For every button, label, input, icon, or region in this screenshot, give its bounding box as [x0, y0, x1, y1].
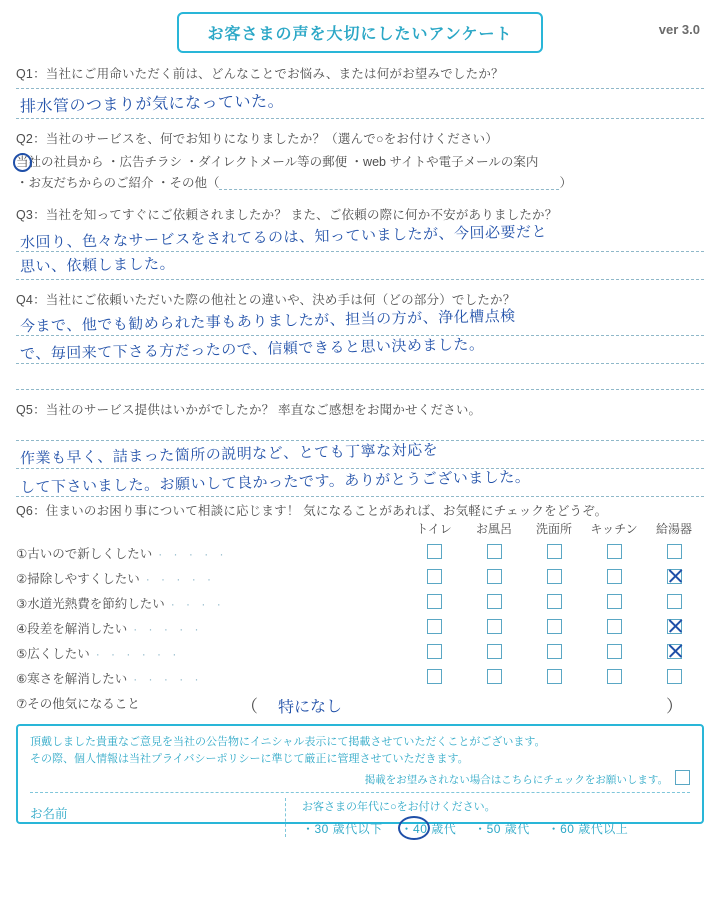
form-header — [16, 10, 704, 54]
checkbox[interactable] — [427, 669, 442, 684]
checkbox[interactable] — [427, 544, 442, 559]
checkbox[interactable] — [487, 644, 502, 659]
q2-selected-circle — [13, 153, 32, 172]
checkbox[interactable] — [427, 644, 442, 659]
checkbox[interactable] — [427, 619, 442, 634]
q4-answer-row-2[interactable] — [16, 336, 704, 364]
q6-cell[interactable] — [584, 540, 644, 565]
q6-row-7-paren-left: （ — [241, 697, 258, 717]
q4-label: Q4：当社にご依頼いただいた際の他社との違いや、決め手は何（どの部分）でしたか？ — [16, 292, 516, 307]
q6-table — [16, 519, 704, 690]
checkbox[interactable] — [547, 619, 562, 634]
table-row — [16, 565, 704, 590]
table-row — [16, 640, 704, 665]
q5-answer-line2: して下さいました。お願いして良かったです。ありがとうございました。 — [19, 467, 531, 497]
checkbox[interactable] — [487, 669, 502, 684]
checkbox[interactable] — [547, 594, 562, 609]
q6-cell[interactable] — [404, 590, 464, 615]
q6-row-2-text: ②掃除しやすくしたい — [16, 571, 140, 586]
age-option-under30[interactable]: ・30 歳代以下 — [302, 822, 383, 837]
q6-cell[interactable] — [404, 540, 464, 565]
q6-cell[interactable] — [464, 665, 524, 690]
q5-label: Q5：当社のサービス提供はいかがでしたか？ 率直なご感想をお聞かせください。 — [16, 402, 482, 417]
footer-bottom — [30, 798, 690, 837]
q6-cell[interactable] — [404, 640, 464, 665]
checkbox[interactable] — [607, 544, 622, 559]
q6-col-bath: お風呂 — [475, 522, 512, 537]
q6-row-7-label: ⑦その他気になること — [16, 697, 140, 712]
checkbox[interactable] — [607, 669, 622, 684]
q1-label: Q1：当社にご用命いただく前は、どんなことでお悩み、または何がお望みでしたか？ — [16, 67, 504, 81]
checkbox[interactable] — [547, 669, 562, 684]
q6-cell[interactable] — [644, 565, 704, 590]
divider — [16, 496, 704, 497]
q2-options-line2-text: ・お友だちからのご紹介 ・その他（ — [16, 176, 220, 191]
question-q1 — [16, 66, 704, 119]
q6-cell[interactable] — [524, 665, 584, 690]
name-field[interactable] — [30, 798, 286, 837]
q6-row-7[interactable] — [16, 692, 704, 716]
checkbox[interactable] — [487, 619, 502, 634]
checkbox[interactable] — [487, 594, 502, 609]
checkbox[interactable] — [607, 594, 622, 609]
q6-cell[interactable] — [524, 640, 584, 665]
footer-note-line2: その際、個人情報は当社プライバシーポリシーに準じて厳正に管理させていただきます。 — [30, 753, 469, 766]
q6-col-kitchen: キッチン — [590, 522, 638, 537]
checkbox[interactable] — [547, 644, 562, 659]
table-row — [16, 540, 704, 565]
q6-cell[interactable] — [644, 665, 704, 690]
checkbox[interactable] — [667, 594, 682, 609]
age-option-40s[interactable]: ・40 歳代 — [400, 822, 457, 837]
leader-dots: · · · · — [170, 596, 225, 611]
q6-cell[interactable] — [464, 565, 524, 590]
q6-row-4-text: ④段差を解消したい — [16, 621, 128, 636]
age-field[interactable] — [286, 798, 690, 837]
q6-row-3-text: ③水道光熱費を節約したい — [16, 596, 165, 611]
q6-col-toilet: トイレ — [416, 522, 452, 537]
optout-label: 掲載をお望みされない場合はこちらにチェックをお願いします。 — [364, 774, 669, 787]
question-q4 — [16, 292, 704, 390]
checkbox[interactable] — [607, 619, 622, 634]
q6-cell[interactable] — [644, 615, 704, 640]
q3-label: Q3：当社を知ってすぐにご依頼されましたか？ また、ご依頼の際に何か不安がありましたか？ — [16, 208, 558, 223]
checkbox[interactable] — [547, 569, 562, 584]
table-row — [16, 665, 704, 690]
table-row — [16, 615, 704, 640]
q6-row-5-label — [16, 640, 404, 665]
q2-label: Q2：当社のサービスを、何でお知りになりましたか？（選んで○をお付けください） — [16, 132, 499, 147]
q1-answer-area[interactable] — [16, 88, 704, 119]
q6-row-4-label — [16, 615, 404, 640]
divider — [16, 279, 704, 280]
q1-answer-row[interactable] — [16, 89, 704, 119]
table-row — [16, 590, 704, 615]
footer-box — [16, 724, 704, 837]
age-title: お客さまの年代に○をお付けください。 — [302, 801, 496, 814]
checkbox[interactable] — [607, 644, 622, 659]
q6-cell[interactable] — [584, 590, 644, 615]
checkbox[interactable] — [547, 544, 562, 559]
question-q3 — [16, 207, 704, 279]
q6-cell[interactable] — [584, 615, 644, 640]
checkbox-checked[interactable] — [667, 644, 682, 659]
q6-row-2-label — [16, 565, 404, 590]
q4-answer-line1: 今まで、他でも勧められた事もありましたが、担当の方が、浄化槽点検 — [19, 306, 516, 335]
q2-options-line2[interactable] — [16, 173, 704, 195]
checkbox[interactable] — [487, 544, 502, 559]
q6-cell[interactable] — [524, 540, 584, 565]
q5-answer-line1: 作業も早く、詰まった箇所の説明など、とても丁寧な対応を — [19, 440, 439, 468]
q6-cell[interactable] — [404, 615, 464, 640]
form-title: お客さまの声を大切にしたいアンケート — [177, 12, 542, 53]
q4-answer-row-1[interactable] — [16, 308, 704, 336]
checkbox[interactable] — [427, 594, 442, 609]
q5-answer-row-1[interactable] — [16, 441, 704, 469]
q6-row-3-label — [16, 590, 404, 615]
question-q5 — [16, 402, 704, 497]
q6-cell[interactable] — [464, 615, 524, 640]
leader-dots: · · · · · — [133, 621, 203, 636]
q6-col-washroom: 洗面所 — [535, 522, 572, 537]
q6-header-row — [16, 519, 704, 540]
q3-answer-line2: 思い、依頼しました。 — [19, 253, 176, 276]
q6-row-1-label — [16, 540, 404, 565]
divider — [30, 792, 690, 793]
q6-cell[interactable] — [464, 590, 524, 615]
q3-answer-row-1[interactable] — [16, 221, 704, 252]
q4-answer-area[interactable] — [16, 308, 704, 390]
q6-cell[interactable] — [584, 565, 644, 590]
divider — [16, 118, 704, 119]
q2-options-line1[interactable]: 当社の社員から ・広告チラシ ・ダイレクトメール等の郵便 ・web サイトや電子メールの案内 — [16, 154, 539, 169]
leader-dots: · · · · · — [133, 671, 203, 686]
checkbox[interactable] — [607, 569, 622, 584]
q4-answer-row-3[interactable] — [16, 364, 704, 390]
divider — [16, 389, 704, 390]
q6-cell[interactable] — [584, 640, 644, 665]
q6-cell[interactable] — [644, 590, 704, 615]
q6-col-waterheater: 給湯器 — [655, 522, 692, 537]
optout-checkbox[interactable] — [675, 770, 690, 785]
q5-answer-area[interactable] — [16, 440, 704, 497]
q6-cell[interactable] — [524, 565, 584, 590]
checkbox[interactable] — [427, 569, 442, 584]
optout-row[interactable] — [30, 770, 690, 787]
q6-row-7-paren-right: ） — [666, 697, 683, 717]
checkbox-checked[interactable] — [667, 619, 682, 634]
age-options[interactable] — [302, 820, 690, 837]
q6-cell[interactable] — [524, 615, 584, 640]
q4-answer-line2: で、毎回来て下さる方だったので、信頼できると思い決めました。 — [19, 334, 485, 363]
q6-row-6-text: ⑥寒さを解消したい — [16, 671, 128, 686]
q6-label: Q6：住まいのお困り事について相談に応じます！ 気になることがあれば、お気軽にチェックをどうぞ。 — [16, 504, 608, 518]
q6-row-5-text: ⑤広くしたい — [16, 646, 90, 661]
leader-dots: · · · · · — [145, 571, 216, 586]
q3-answer-row-2[interactable] — [16, 252, 704, 280]
q6-row-6-label — [16, 665, 404, 690]
q6-cell[interactable] — [584, 665, 644, 690]
checkbox[interactable] — [487, 569, 502, 584]
q6-cell[interactable] — [464, 540, 524, 565]
checkbox-checked[interactable] — [667, 569, 682, 584]
question-q6 — [16, 503, 704, 716]
checkbox[interactable] — [667, 669, 682, 684]
q2-options-close: ） — [559, 176, 572, 191]
q6-cell[interactable] — [404, 565, 464, 590]
checkbox[interactable] — [667, 544, 682, 559]
q3-answer-area[interactable] — [16, 221, 704, 280]
q6-header-blank — [16, 519, 404, 540]
q2-other-input[interactable] — [219, 189, 559, 190]
q6-row-7-answer: 特になし — [277, 698, 343, 717]
q6-cell[interactable] — [404, 665, 464, 690]
version-label: ver 3.0 — [658, 22, 700, 37]
q6-cell[interactable] — [524, 590, 584, 615]
q2-options[interactable] — [16, 152, 704, 196]
q5-answer-row-2[interactable] — [16, 469, 704, 497]
q3-answer-line1: 水回り、色々なサービスをされてるのは、知っていましたが、今回必要だと — [19, 221, 548, 252]
q6-cell[interactable] — [644, 540, 704, 565]
footer-note-line1: 頂戴しました貴重なご意見を当社の公告物にイニシャル表示にて掲載させていただくことがございます。 — [30, 736, 546, 749]
question-q2 — [16, 131, 704, 195]
q6-cell[interactable] — [644, 640, 704, 665]
leader-dots: · · · · · · — [95, 646, 181, 661]
q1-answer-text: 排水管のつまりが気になっていた。 — [19, 91, 285, 117]
leader-dots: · · · · · — [158, 546, 228, 561]
age-option-60plus[interactable]: ・60 歳代以上 — [547, 822, 629, 837]
q6-row-1-text: ①古いので新しくしたい — [16, 546, 153, 561]
name-label: お名前 — [30, 807, 68, 822]
age-option-50s[interactable]: ・50 歳代 — [474, 822, 530, 837]
q6-cell[interactable] — [464, 640, 524, 665]
